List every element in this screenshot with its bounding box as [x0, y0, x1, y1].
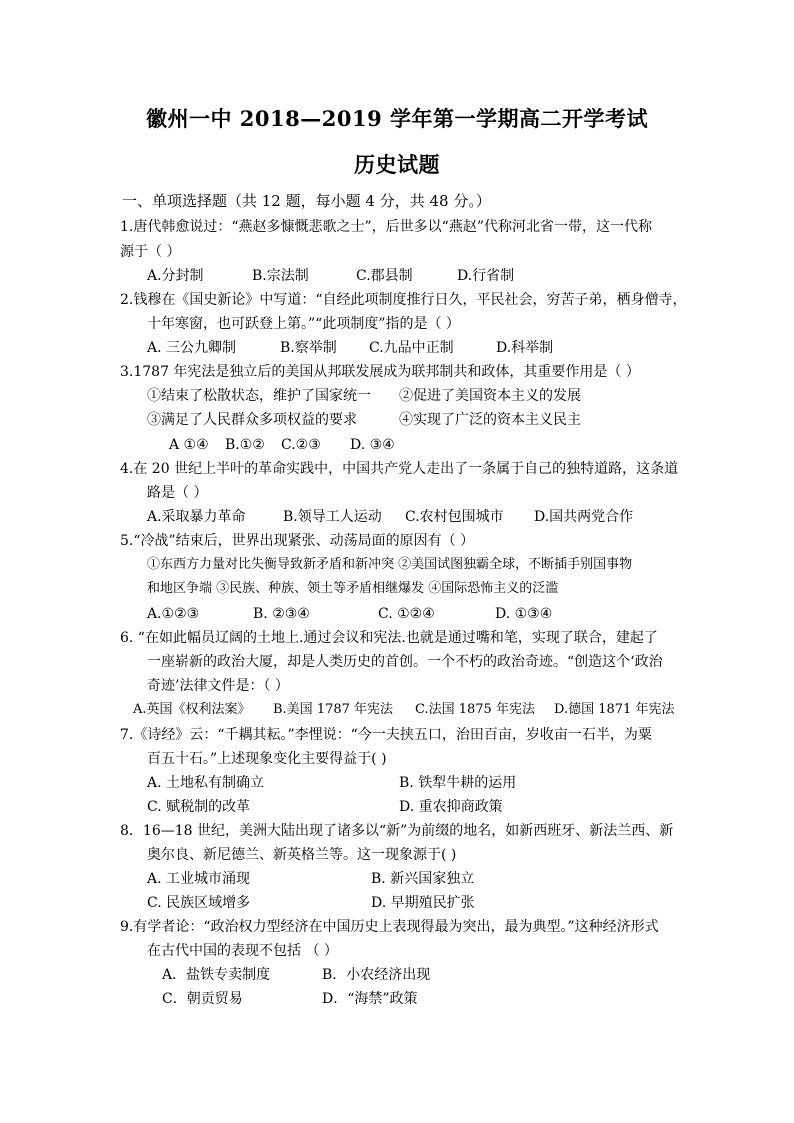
q8-option-c: C. 民族区域增多	[147, 895, 251, 911]
q6-option-b: B.美国 1787 年宪法	[273, 702, 394, 717]
q8-stem-line-2: 奥尔良、新尼德兰、新英格兰等。这一现象源于( )	[147, 847, 457, 863]
q5-stem-line-1: 5.“冷战”结束后，世界出现紧张、动荡局面的原因有（ ）	[120, 533, 475, 549]
q6-option-a: A.英国《权利法案》	[133, 702, 251, 717]
q6-option-c: C.法国 1875 年宪法	[415, 702, 535, 717]
q3-statement-4: ④实现了广泛的资本主义民主	[399, 412, 581, 428]
q3-statement-1: ①结束了松散状态，维护了国家统一	[147, 388, 371, 404]
q8-option-a: A. 工业城市涌现	[147, 871, 251, 887]
q8-option-d: D. 早期殖民扩张	[371, 895, 475, 911]
q4-stem-line-2: 路是（ ）	[147, 485, 208, 501]
q7-stem-line-1: 7.《诗经》云：“千耦其耘。”李悝说：“今一夫挟五口，治田百亩，岁收亩一石半，为粟	[120, 727, 652, 743]
q5-option-c: C. ①②④	[378, 606, 435, 622]
q3-option-a: A ①④	[169, 437, 209, 453]
q1-option-a: A.分封制	[147, 268, 204, 284]
q9-option-b: B．小农经济出现	[322, 967, 431, 983]
q8-stem-line-1: 8．16—18 世纪，美洲大陆出现了诸多以“新”为前缀的地名，如新西班牙、新法兰西、新	[120, 823, 674, 839]
q7-option-c: C. 赋税制的改革	[147, 799, 251, 815]
q6-stem-line-1: 6. “在如此幅员辽阔的土地上.通过会议和宪法.也就是通过嘴和笔，实现了联合，建起了	[120, 630, 658, 646]
q6-option-d: D.德国 1871 年宪法	[554, 702, 675, 717]
q7-option-b: B. 铁犁牛耕的运用	[399, 775, 517, 791]
q7-option-a: A. 土地私有制确立	[147, 775, 265, 791]
q6-stem-line-2: 一座崭新的政治大厦，却是人类历史的首创。一个不朽的政治奇迹。“创造这个‘政治	[147, 654, 663, 670]
q2-option-d: D.科举制	[496, 340, 554, 356]
q4-option-d: D.国共两党合作	[534, 509, 634, 525]
q6-stem-line-3: 奇迹’法律文件是：（ ）	[147, 678, 289, 694]
q2-stem-line-1: 2.钱穆在《国史新论》中写道：“自经此项制度推行日久，平民社会，穷苦子弟，栖身僧寺，	[120, 292, 687, 308]
q4-option-c: C.农村包围城市	[405, 509, 504, 525]
q2-stem-line-2: 十年寒窗，也可跃登上第。”“此项制度”指的是（ ）	[147, 316, 460, 332]
q3-option-b: B.①②	[225, 437, 265, 453]
exam-title: 徽州一中 2018—2019 学年第一学期高二开学考试	[145, 106, 648, 131]
q3-statement-2: ②促进了美国资本主义的发展	[399, 388, 581, 404]
q5-option-a: A.①②③	[147, 606, 200, 622]
q9-option-c: C．朝贡贸易	[162, 991, 243, 1007]
q2-option-a: A. 三公九卿制	[147, 340, 237, 356]
q3-option-d: D. ③④	[350, 437, 395, 453]
q4-stem-line-1: 4.在 20 世纪上半叶的革命实践中，中国共产党人走出了一条属于自己的独特道路，这条道	[120, 461, 679, 477]
q3-statement-3: ③满足了人民群众多项权益的要求	[147, 412, 357, 428]
q5-option-b: B. ②③④	[253, 606, 310, 622]
q1-option-c: C.郡县制	[356, 268, 413, 284]
q3-option-c: C.②③	[281, 437, 321, 453]
q7-stem-line-2: 百五十石。”上述现象变化主要得益于( )	[147, 751, 387, 767]
section-heading: 一、单项选择题（共 12 题，每小题 4 分，共 48 分。）	[122, 192, 491, 210]
exam-subtitle: 历史试题	[354, 152, 440, 177]
q1-stem-line-1: 1.唐代韩愈说过：“燕赵多慷慨悲歌之士”，后世多以“燕赵”代称河北省一带，这一代称	[120, 219, 652, 235]
q7-option-d: D. 重农抑商政策	[399, 799, 503, 815]
q2-option-c: C.九品中正制	[369, 340, 454, 356]
q1-option-d: D.行省制	[457, 268, 515, 284]
q9-stem-line-2: 在古代中国的表现不包括 （ ）	[147, 943, 338, 959]
q4-option-b: B.领导工人运动	[283, 509, 382, 525]
q1-option-b: B.宗法制	[252, 268, 309, 284]
q3-stem-line-1: 3.1787 年宪法是独立后的美国从邦联发展成为联邦制共和政体，其重要作用是（ ）	[120, 364, 640, 380]
q1-stem-line-2: 源于（ ）	[120, 244, 181, 260]
q4-option-a: A.采取暴力革命	[147, 509, 246, 525]
q9-option-d: D．“海禁”政策	[322, 991, 418, 1007]
q9-stem-line-1: 9.有学者论：“政治权力型经济在中国历史上表现得最为突出，最为典型。”这种经济形式	[120, 919, 659, 935]
q5-statements-line-2: 和地区争端 ③民族、种族、领土等矛盾相继爆发 ④国际恐怖主义的泛滥	[147, 581, 559, 596]
q5-option-d: D. ①③④	[495, 606, 553, 622]
q5-statements-line-1: ①东西方力量对比失衡导致新矛盾和新冲突 ②美国试图独霸全球，不断插手别国事物	[147, 557, 633, 572]
q8-option-b: B. 新兴国家独立	[371, 871, 475, 887]
q9-option-a: A．盐铁专卖制度	[162, 967, 271, 983]
q2-option-b: B.察举制	[280, 340, 337, 356]
